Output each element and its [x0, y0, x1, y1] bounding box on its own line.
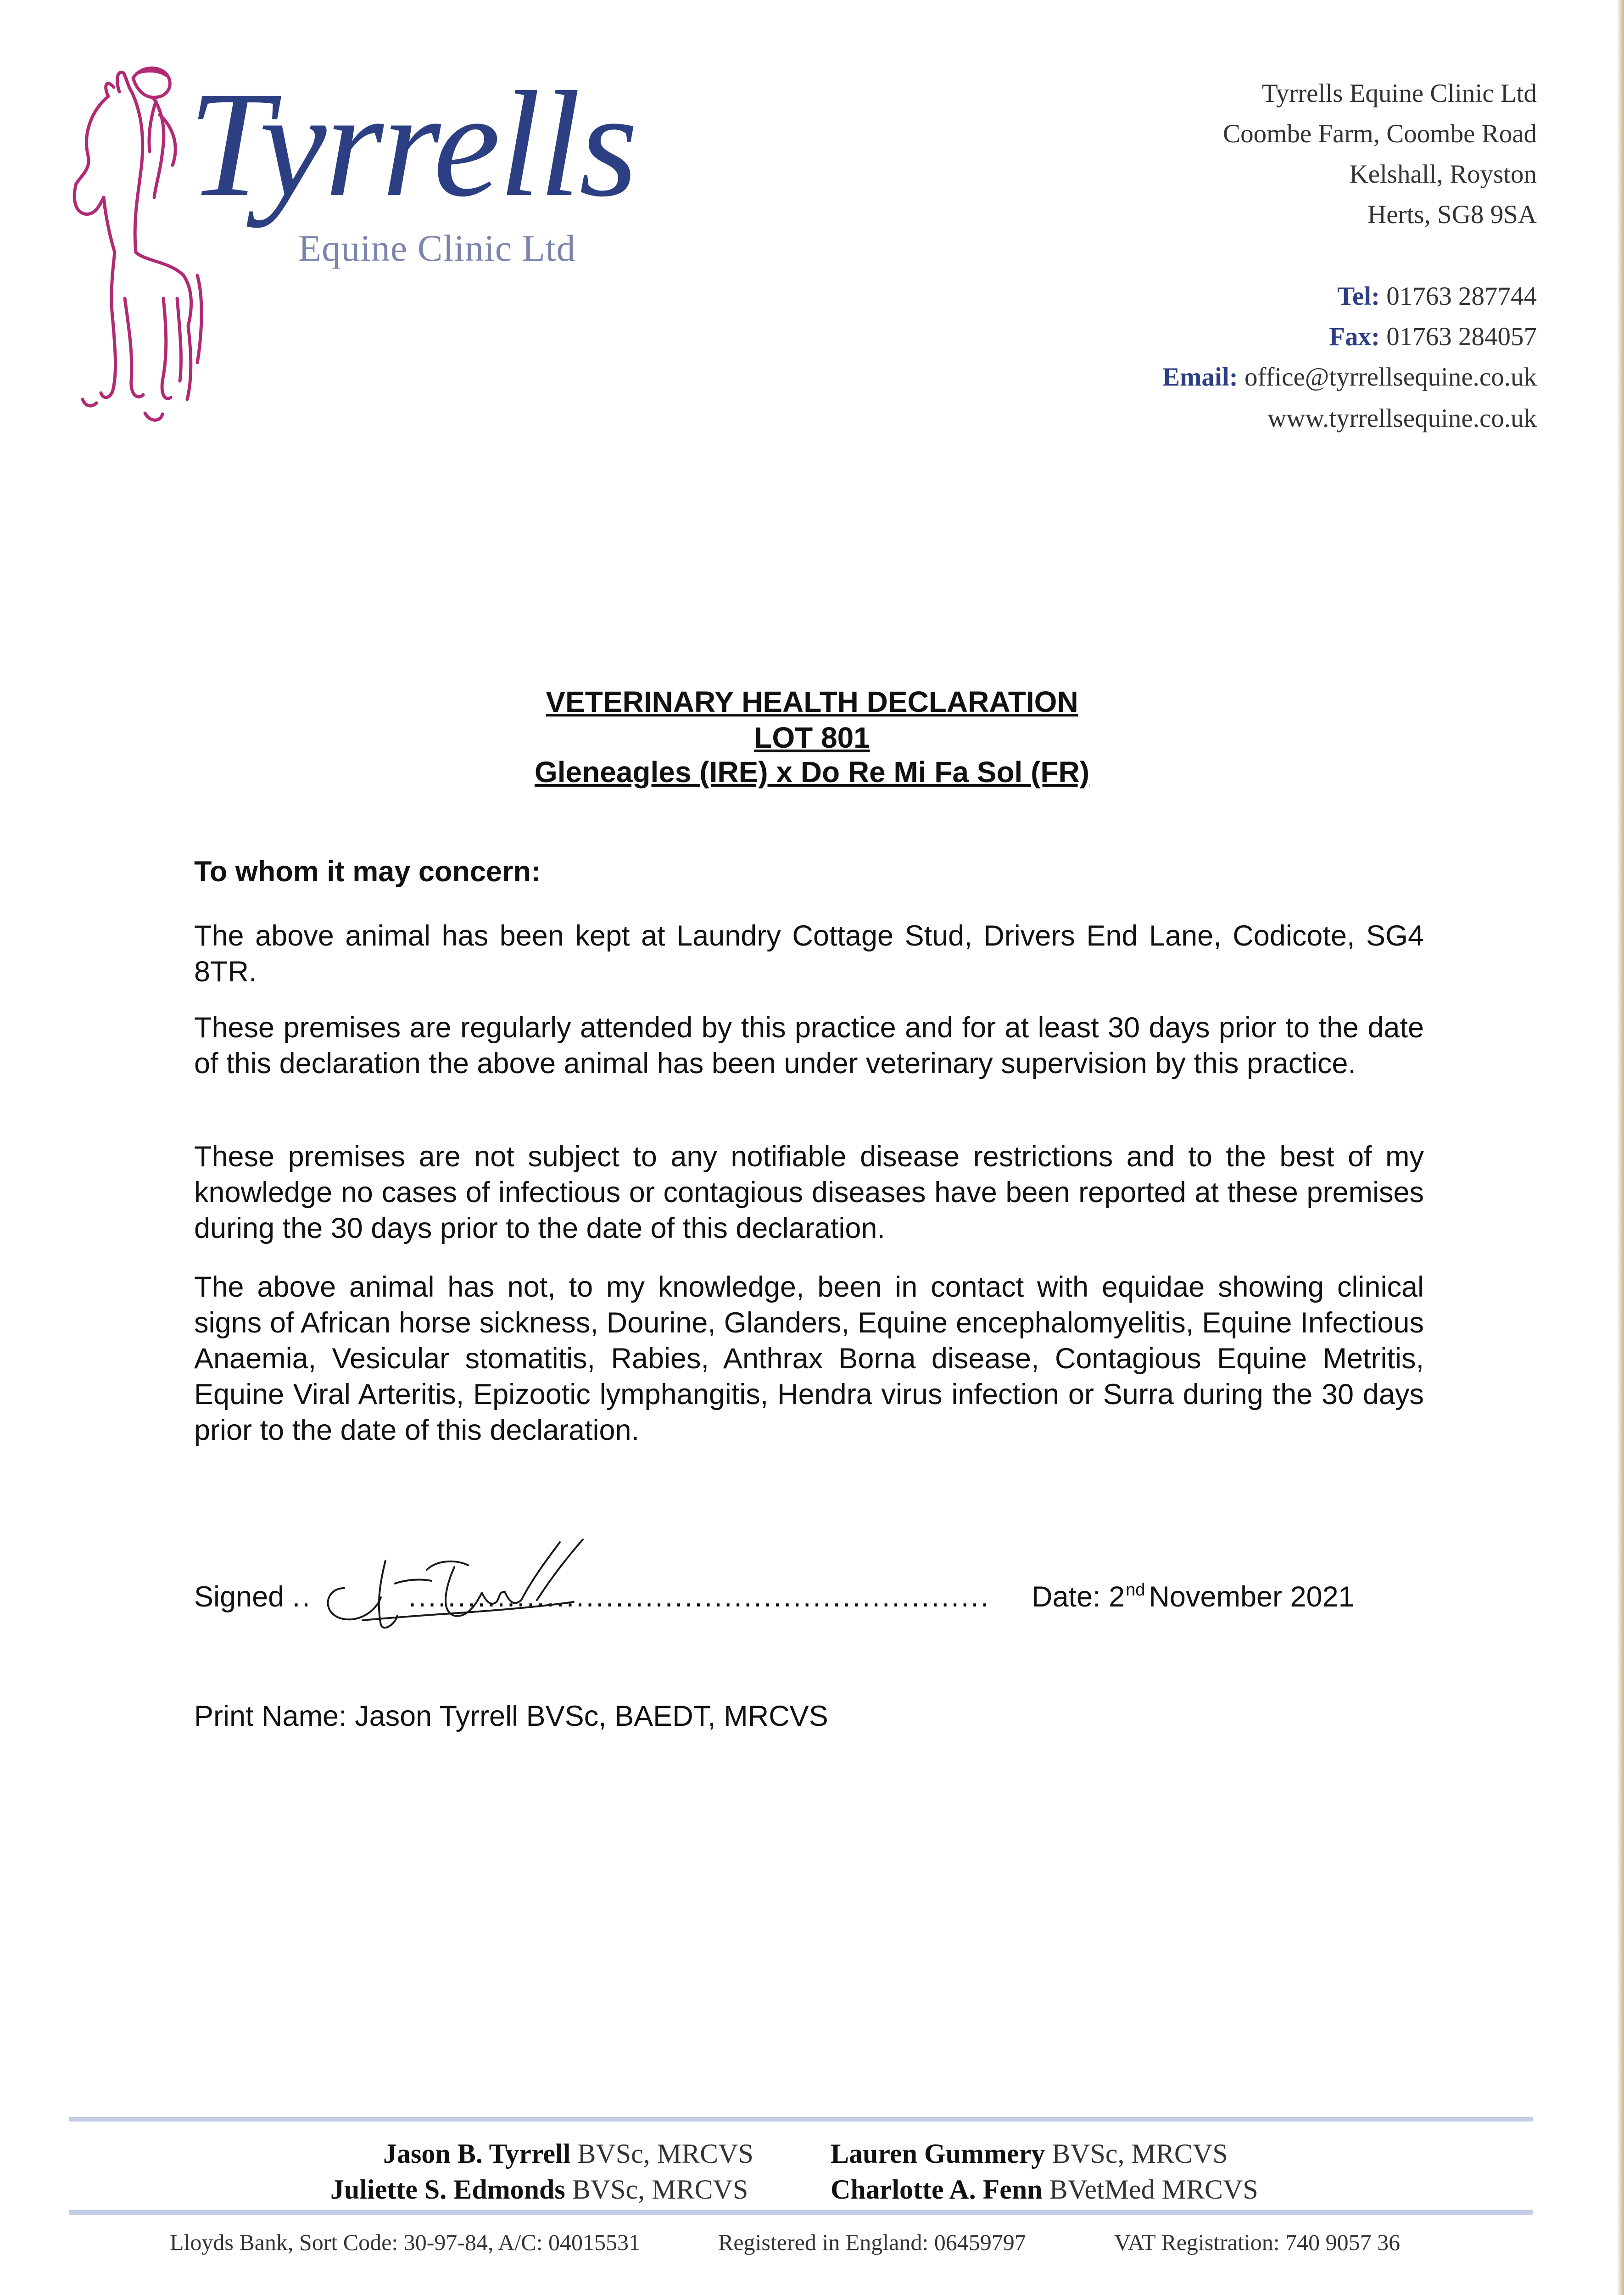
print-name: Print Name: Jason Tyrrell BVSc, BAEDT, MRCVS	[194, 1700, 828, 1732]
vet-charlotte-fenn	[831, 2176, 1258, 2203]
vet-quals: BVetMed MRCVS	[1049, 2174, 1258, 2205]
address-email	[803, 364, 1537, 390]
signed-dots-after: ...........................................................	[408, 1581, 991, 1613]
vet-name: Jason B. Tyrrell	[383, 2138, 571, 2169]
vat-registration: VAT Registration: 740 9057 36	[1114, 2229, 1401, 2255]
signed-label: Signed	[194, 1581, 285, 1613]
salutation: To whom it may concern:	[194, 856, 541, 888]
vet-name: Charlotte A. Fenn	[831, 2174, 1043, 2205]
footer-rule-bottom	[69, 2210, 1533, 2215]
vet-name: Juliette S. Edmonds	[330, 2174, 565, 2205]
tel-number[interactable]: 01763 287744	[1386, 282, 1537, 311]
fax-label: Fax:	[1329, 322, 1380, 351]
signed-dots-before: ..	[292, 1581, 312, 1613]
tel-label: Tel:	[1337, 282, 1380, 311]
page-edge-shadow	[1617, 0, 1624, 2295]
date-label: Date: 2	[1032, 1581, 1125, 1613]
vet-name: Lauren Gummery	[831, 2138, 1045, 2169]
website-link[interactable]: www.tyrrellsequine.co.uk	[1267, 404, 1537, 433]
pedigree: Gleneagles (IRE) x Do Re Mi Fa Sol (FR)	[534, 756, 1090, 789]
address-tel	[803, 283, 1537, 309]
brand-subtitle: Equine Clinic Ltd	[298, 227, 576, 269]
address-fax	[803, 324, 1537, 350]
address-line2: Kelshall, Royston	[1349, 160, 1537, 189]
bank-details: Lloyds Bank, Sort Code: 30-97-84, A/C: 04015531	[170, 2229, 640, 2255]
vet-jason-tyrrell	[383, 2140, 753, 2167]
paragraph-restrictions: These premises are not subject to any notifiable disease restrictions and to the best of my knowledge no cases of infectious or contagious diseases have been reported at these premises during the 30 days prior to the date of this declaration.	[194, 1141, 1424, 1244]
vet-juliette-edmonds	[330, 2176, 748, 2203]
paragraph-contact: The above animal has not, to my knowledge, been in contact with equidae showing clinical signs of African horse sickness, Dourine, Glanders, Equine encephalomyelitis, Equine Infectious Anaemia, Vesicular stomatitis, Rabies, Anthrax Borna disease, Contagious Equine Metritis, Equine Viral Arteritis, Epizootic lymphangitis, Hendra virus infection or Surra during the 30 days prior to the date of this declaration.	[194, 1271, 1424, 1446]
horse-rider-logo-icon	[64, 60, 206, 427]
email-label: Email:	[1162, 363, 1238, 392]
brand-wordmark: Tyrrells	[188, 61, 636, 228]
vet-quals: BVSc, MRCVS	[572, 2174, 748, 2205]
vet-quals: BVSc, MRCVS	[577, 2138, 753, 2169]
address-company: Tyrrells Equine Clinic Ltd	[1261, 79, 1537, 108]
paragraph-supervision: These premises are regularly attended by this practice and for at least 30 days prior to the date of this declaration the above animal has been under veterinary supervision by this practice.	[194, 1012, 1424, 1080]
address-line1: Coombe Farm, Coombe Road	[1223, 119, 1537, 148]
date-suffix: nd	[1126, 1580, 1145, 1600]
lot-number: LOT 801	[754, 721, 870, 754]
address-line3: Herts, SG8 9SA	[1367, 200, 1537, 229]
email-link[interactable]: office@tyrrellsequine.co.uk	[1244, 363, 1537, 392]
handwritten-signature	[317, 1533, 610, 1634]
company-registration: Registered in England: 06459797	[718, 2229, 1026, 2255]
fax-number: 01763 284057	[1386, 322, 1537, 351]
footer-rule-top	[69, 2117, 1533, 2121]
declaration-date	[1032, 1580, 1355, 1613]
vet-quals: BVSc, MRCVS	[1052, 2138, 1228, 2169]
date-value: November 2021	[1149, 1581, 1355, 1613]
document-title: VETERINARY HEALTH DECLARATION	[546, 685, 1078, 718]
paragraph-premises: The above animal has been kept at Laundry Cottage Stud, Drivers End Lane, Codicote, SG4 8TR.	[194, 920, 1424, 988]
vet-lauren-gummery	[831, 2140, 1228, 2167]
